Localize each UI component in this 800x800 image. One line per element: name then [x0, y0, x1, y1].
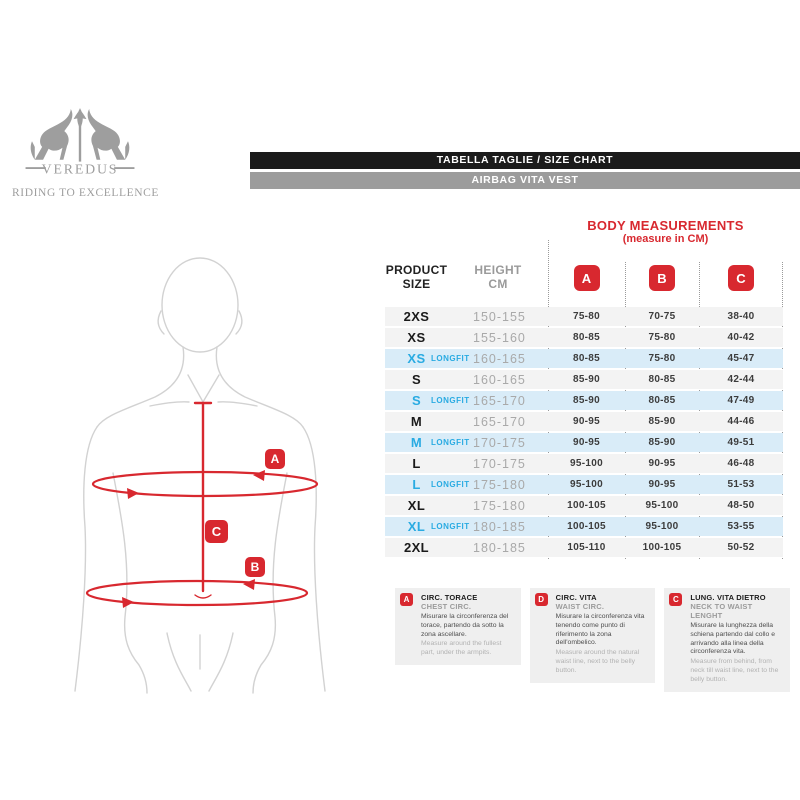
size-table-rows — [385, 307, 783, 559]
measure-b-value: 80-85 — [648, 374, 676, 385]
measure-a-value: 95-100 — [570, 458, 603, 469]
veredus-logo — [12, 106, 160, 199]
note-text-italian: Misurare la lunghezza della schiena partendo dal collo e arrivando alla linea della circonferenza vita. — [690, 622, 775, 656]
size-label: S — [411, 372, 422, 387]
measure-c-value: 46-48 — [727, 458, 755, 469]
belly-button-mark — [195, 595, 211, 598]
chest-arrow-right-icon — [253, 470, 265, 481]
note-text-english: Measure around the fullest part, under the armpits. — [421, 640, 502, 657]
logo-left-horse-icon — [31, 109, 73, 160]
measure-b-value: 95-100 — [645, 500, 679, 511]
longfit-tag: LONGFIT — [431, 438, 470, 447]
size-label: S — [411, 393, 422, 408]
measure-a-value: 95-100 — [570, 479, 603, 490]
measure-b-value: 85-90 — [648, 437, 676, 448]
measure-c-value: 49-51 — [727, 437, 755, 448]
height-value: 180-185 — [473, 540, 526, 555]
size-label: XL — [407, 519, 426, 534]
measure-a-value: 100-105 — [567, 500, 606, 511]
figure-badge-b-label: B — [250, 560, 260, 574]
longfit-tag: LONGFIT — [431, 522, 470, 531]
note-title: CIRC. VITA — [555, 593, 597, 602]
body-measurements-title-line2: (measure in CM) — [622, 233, 709, 245]
measure-note — [395, 588, 521, 665]
size-table — [385, 218, 783, 563]
figure-badge-a-label: A — [270, 452, 280, 466]
note-badge: C — [669, 593, 682, 606]
height-value: 160-165 — [473, 351, 526, 366]
logo-tagline: RIDING TO EXCELLENCE — [12, 187, 160, 199]
header-badge-c: C — [728, 265, 754, 291]
body-measurements-title — [548, 218, 783, 245]
size-label: XS — [407, 330, 426, 345]
height-value: 170-175 — [473, 435, 526, 450]
table-row — [385, 370, 783, 389]
measure-b-value: 85-90 — [648, 416, 676, 427]
height-header-line1: HEIGHT — [474, 263, 522, 278]
note-title: CIRC. TORACE — [421, 593, 478, 602]
measure-a-value: 80-85 — [572, 332, 601, 343]
measure-b-value: 90-95 — [648, 479, 676, 490]
measure-note — [664, 588, 790, 692]
height-value: 165-170 — [473, 414, 526, 429]
measure-a-value: 105-110 — [567, 542, 606, 553]
measure-a-value: 85-90 — [572, 395, 601, 406]
measure-c-value: 44-46 — [727, 416, 755, 427]
measure-a-value: 75-80 — [572, 311, 601, 322]
header-badge-b: B — [649, 265, 675, 291]
size-label: M — [410, 435, 423, 450]
title-bar-size-chart: TABELLA TAGLIE / SIZE CHART — [250, 152, 800, 169]
column-header-c — [699, 265, 783, 291]
longfit-tag: LONGFIT — [431, 480, 470, 489]
table-row — [385, 517, 783, 536]
chest-circumference-ellipse — [93, 472, 317, 496]
note-text-english: Measure around the natural waist line, next to the belly button. — [555, 649, 640, 674]
measure-c-value: 47-49 — [727, 395, 755, 406]
measure-b-value: 80-85 — [648, 395, 676, 406]
veredus-logo-icon — [20, 106, 140, 184]
product-size-column-header — [385, 264, 448, 292]
height-value: 170-175 — [473, 456, 526, 471]
height-value: 175-180 — [473, 477, 526, 492]
note-badge: D — [535, 593, 548, 606]
measure-c-value: 38-40 — [727, 311, 755, 322]
table-row — [385, 433, 783, 452]
height-column-header — [448, 264, 548, 292]
measure-a-value: 100-105 — [567, 521, 606, 532]
height-header-line2: CM — [488, 277, 508, 291]
figure-badge-c-label: C — [211, 524, 222, 539]
title-bar-product: AIRBAG VITA VEST — [250, 172, 800, 189]
header-badge-a: A — [574, 265, 600, 291]
note-title: LUNG. VITA DIETRO — [690, 593, 766, 602]
logo-brand-text: VEREDUS — [41, 161, 119, 177]
measure-b-value: 70-75 — [648, 311, 676, 322]
size-label: 2XL — [403, 540, 430, 555]
note-text-italian: Misurare la circonferenza del torace, partendo da sotto la zona ascellare. — [421, 613, 509, 638]
waist-circumference-ellipse — [87, 581, 307, 605]
product-size-header-line1: PRODUCT — [385, 263, 448, 278]
column-header-b — [625, 265, 699, 291]
measure-c-value: 53-55 — [727, 521, 755, 532]
chest-arrow-left-icon — [127, 488, 139, 499]
longfit-tag: LONGFIT — [431, 396, 470, 405]
measure-c-value: 48-50 — [727, 500, 755, 511]
table-row — [385, 307, 783, 326]
height-value: 160-165 — [473, 372, 526, 387]
measure-a-value: 90-95 — [572, 437, 601, 448]
measure-note — [530, 588, 656, 683]
measure-b-value: 95-100 — [645, 521, 679, 532]
table-row — [385, 475, 783, 494]
note-text-english: Measure from behind, from neck till waist line, next to the belly button. — [690, 658, 779, 683]
measure-a-value: 80-85 — [572, 353, 601, 364]
measure-b-value: 100-105 — [642, 542, 682, 553]
size-label: 2XS — [403, 309, 430, 324]
size-label: XS — [407, 351, 426, 366]
size-label: XL — [407, 498, 426, 513]
size-label: L — [412, 456, 421, 471]
note-text-italian: Misurare la circonferenza vita tenendo come punto di riferimento la zona dell'ombelico. — [555, 613, 645, 647]
table-row — [385, 412, 783, 431]
measure-c-value: 45-47 — [727, 353, 755, 364]
measure-c-value: 42-44 — [727, 374, 755, 385]
size-label: M — [410, 414, 423, 429]
table-row — [385, 349, 783, 368]
note-subtitle: WAIST CIRC. — [555, 602, 605, 611]
measure-c-value: 40-42 — [727, 332, 755, 343]
size-table-header — [385, 262, 783, 294]
measure-b-value: 90-95 — [648, 458, 676, 469]
waist-arrow-right-icon — [243, 579, 255, 590]
note-badge: A — [400, 593, 413, 606]
note-subtitle: NECK TO WAIST LENGHT — [690, 602, 753, 620]
body-measurement-figure — [55, 235, 375, 700]
measure-a-value: 90-95 — [572, 416, 601, 427]
product-size-header-line2: SIZE — [402, 277, 431, 291]
measure-c-value: 50-52 — [727, 542, 755, 553]
height-value: 150-155 — [473, 309, 526, 324]
measure-a-value: 85-90 — [572, 374, 601, 385]
column-header-a — [548, 265, 625, 291]
measure-b-value: 75-80 — [648, 332, 676, 343]
note-subtitle: CHEST CIRC. — [421, 602, 472, 611]
waist-arrow-left-icon — [122, 597, 134, 608]
body-measurements-title-line1: BODY MEASUREMENTS — [587, 218, 744, 233]
table-row — [385, 454, 783, 473]
height-value: 155-160 — [473, 330, 526, 345]
height-value: 180-185 — [473, 519, 526, 534]
measure-c-value: 51-53 — [727, 479, 755, 490]
logo-right-horse-icon — [88, 109, 130, 160]
longfit-tag: LONGFIT — [431, 354, 470, 363]
measurement-notes — [395, 588, 790, 692]
height-value: 175-180 — [473, 498, 526, 513]
size-label: L — [412, 477, 421, 492]
table-row — [385, 328, 783, 347]
table-row — [385, 391, 783, 410]
table-row — [385, 538, 783, 557]
table-row — [385, 496, 783, 515]
height-value: 165-170 — [473, 393, 526, 408]
measure-b-value: 75-80 — [648, 353, 676, 364]
